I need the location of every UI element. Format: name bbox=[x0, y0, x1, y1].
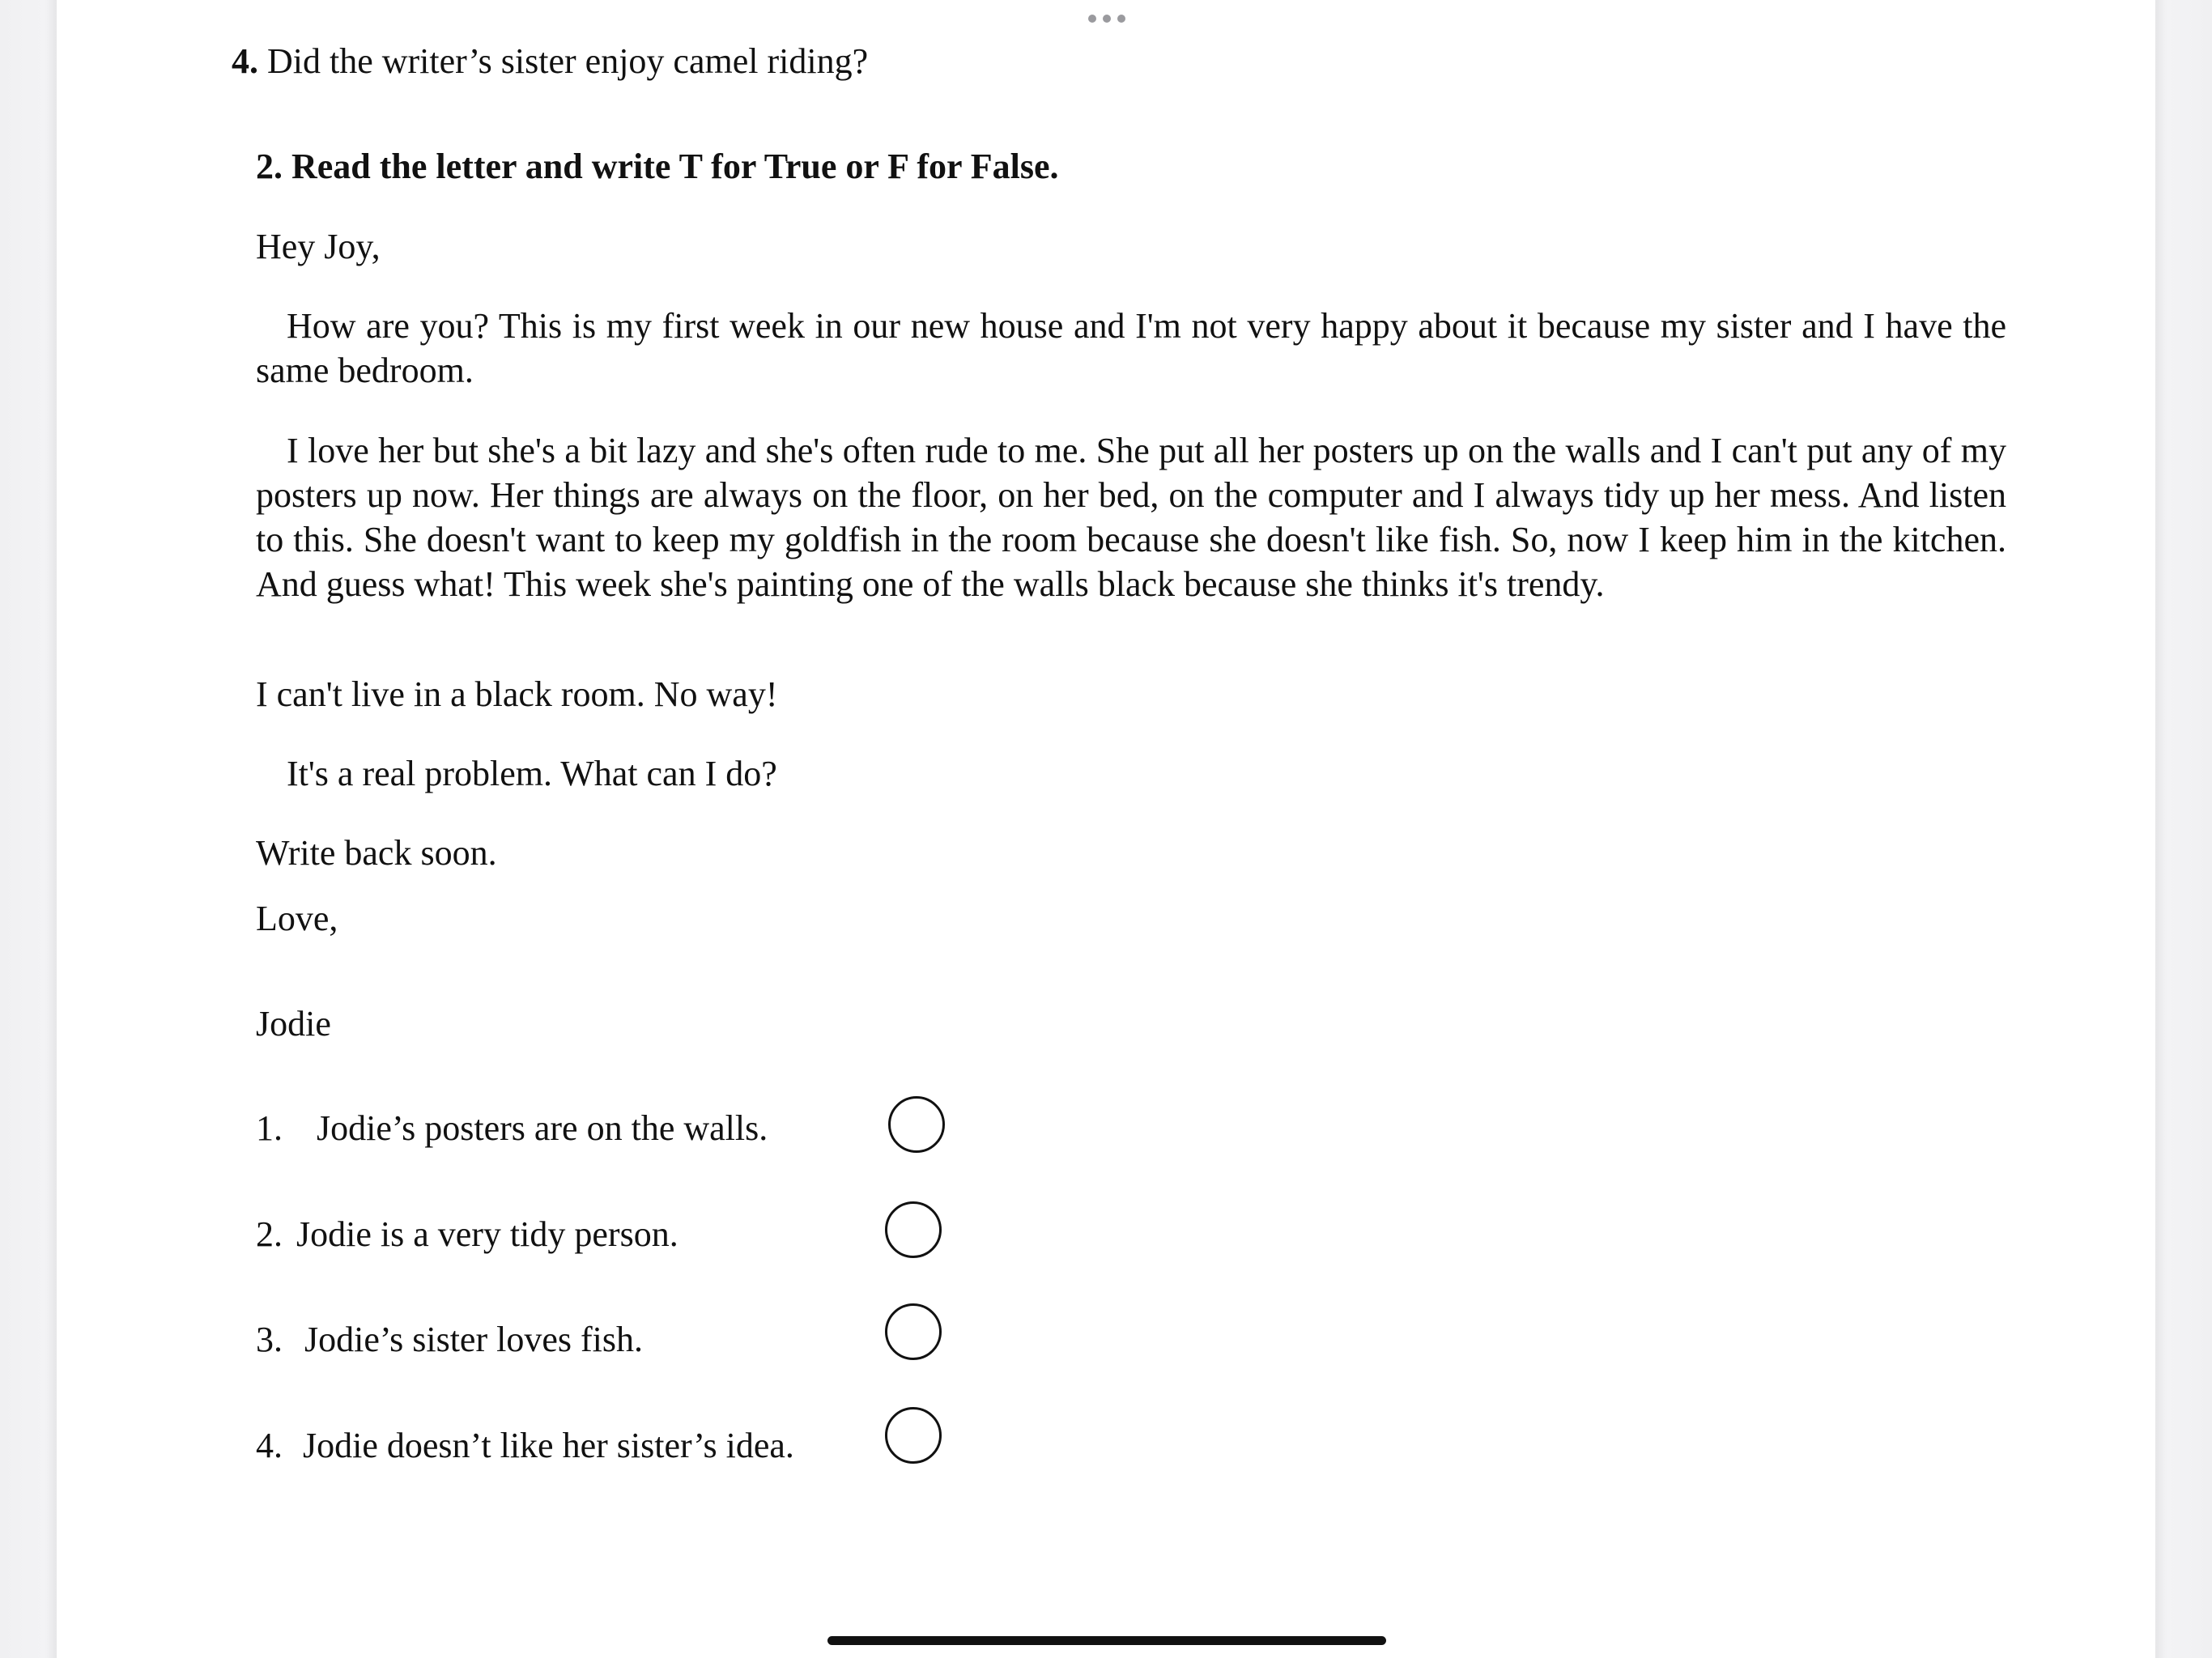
left-page-margin bbox=[0, 0, 57, 1658]
answer-circle-4[interactable] bbox=[885, 1407, 942, 1464]
statement-2 bbox=[256, 1212, 678, 1256]
statement-number: 1. bbox=[256, 1108, 283, 1148]
previous-question-text: Did the writer’s sister enjoy camel riding? bbox=[258, 41, 869, 81]
statement-1 bbox=[256, 1106, 768, 1150]
statement-text: Jodie is a very tidy person. bbox=[296, 1214, 678, 1254]
letter-greeting: Hey Joy, bbox=[256, 227, 381, 266]
statement-3 bbox=[256, 1317, 643, 1362]
answer-circle-1[interactable] bbox=[888, 1096, 945, 1153]
letter-line-black-room: I can't live in a black room. No way! bbox=[256, 674, 778, 714]
letter-signature: Jodie bbox=[256, 1004, 331, 1044]
statement-number: 3. bbox=[256, 1320, 283, 1359]
answer-circle-2[interactable] bbox=[885, 1201, 942, 1258]
more-dots-icon[interactable] bbox=[1088, 15, 1125, 24]
statement-number: 4. bbox=[256, 1426, 283, 1465]
letter-paragraph-1: How are you? This is my first week in our new house and I'm not very happy about it because my sister and I have the same bedroom. bbox=[256, 306, 2006, 390]
statement-text: Jodie doesn’t like her sister’s idea. bbox=[303, 1426, 794, 1465]
exercise-heading: 2. Read the letter and write T for True or F for False. bbox=[256, 147, 1059, 186]
letter-write-back: Write back soon. bbox=[256, 833, 497, 873]
statement-text: Jodie’s sister loves fish. bbox=[304, 1320, 643, 1359]
statement-number: 2. bbox=[256, 1214, 283, 1254]
right-page-margin bbox=[2155, 0, 2212, 1658]
letter-paragraph-2: I love her but she's a bit lazy and she's often rude to me. She put all her posters up on the walls and I can't put any of my posters up now. Her things are always on the floor, on her bed, on the computer and I always tidy up her mess. And listen to this. She doesn't want to keep my goldfish in the room because she doesn't like fish. So, now I keep him in the kitchen. And guess what! This week she's painting one of the walls black because she thinks it's trendy. bbox=[256, 431, 2006, 604]
letter-line-problem: It's a real problem. What can I do? bbox=[287, 754, 777, 793]
home-indicator[interactable] bbox=[827, 1636, 1386, 1645]
previous-question bbox=[232, 39, 868, 83]
letter-closing: Love, bbox=[256, 899, 338, 938]
statement-text: Jodie’s posters are on the walls. bbox=[317, 1108, 768, 1148]
statement-4 bbox=[256, 1423, 794, 1468]
previous-question-number: 4. bbox=[232, 41, 258, 81]
answer-circle-3[interactable] bbox=[885, 1303, 942, 1360]
